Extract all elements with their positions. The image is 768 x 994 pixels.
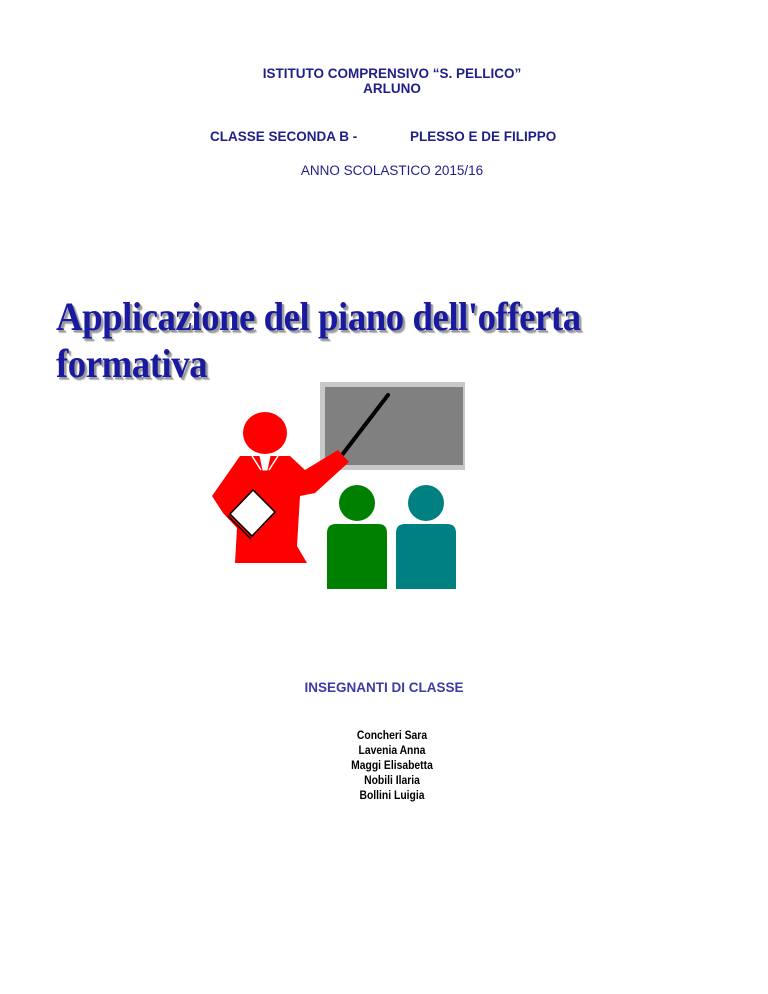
- teacher-name: Concheri Sara: [356, 730, 428, 742]
- class-label: CLASSE SECONDA B -: [210, 129, 358, 144]
- student-right: [396, 485, 456, 589]
- school-town: ARLUNO: [363, 81, 421, 96]
- teacher-presentation-icon: [205, 378, 465, 593]
- school-name: ISTITUTO COMPRENSIVO “S. PELLICO”: [262, 66, 522, 81]
- page-title: Applicazione del piano dell'offerta formativa: [56, 294, 581, 386]
- plesso-label: PLESSO E DE FILIPPO: [410, 129, 557, 144]
- teachers-list: [39, 729, 745, 804]
- teacher-name: Nobili Ilaria: [364, 775, 420, 787]
- school-year: ANNO SCOLASTICO 2015/16: [300, 163, 484, 178]
- teacher-name: Lavenia Anna: [358, 745, 426, 757]
- teacher-name: Bollini Luigia: [359, 790, 425, 802]
- teacher-name: Maggi Elisabetta: [351, 760, 433, 772]
- student-left: [327, 485, 387, 589]
- teachers-heading: INSEGNANTI DI CLASSE: [304, 680, 464, 695]
